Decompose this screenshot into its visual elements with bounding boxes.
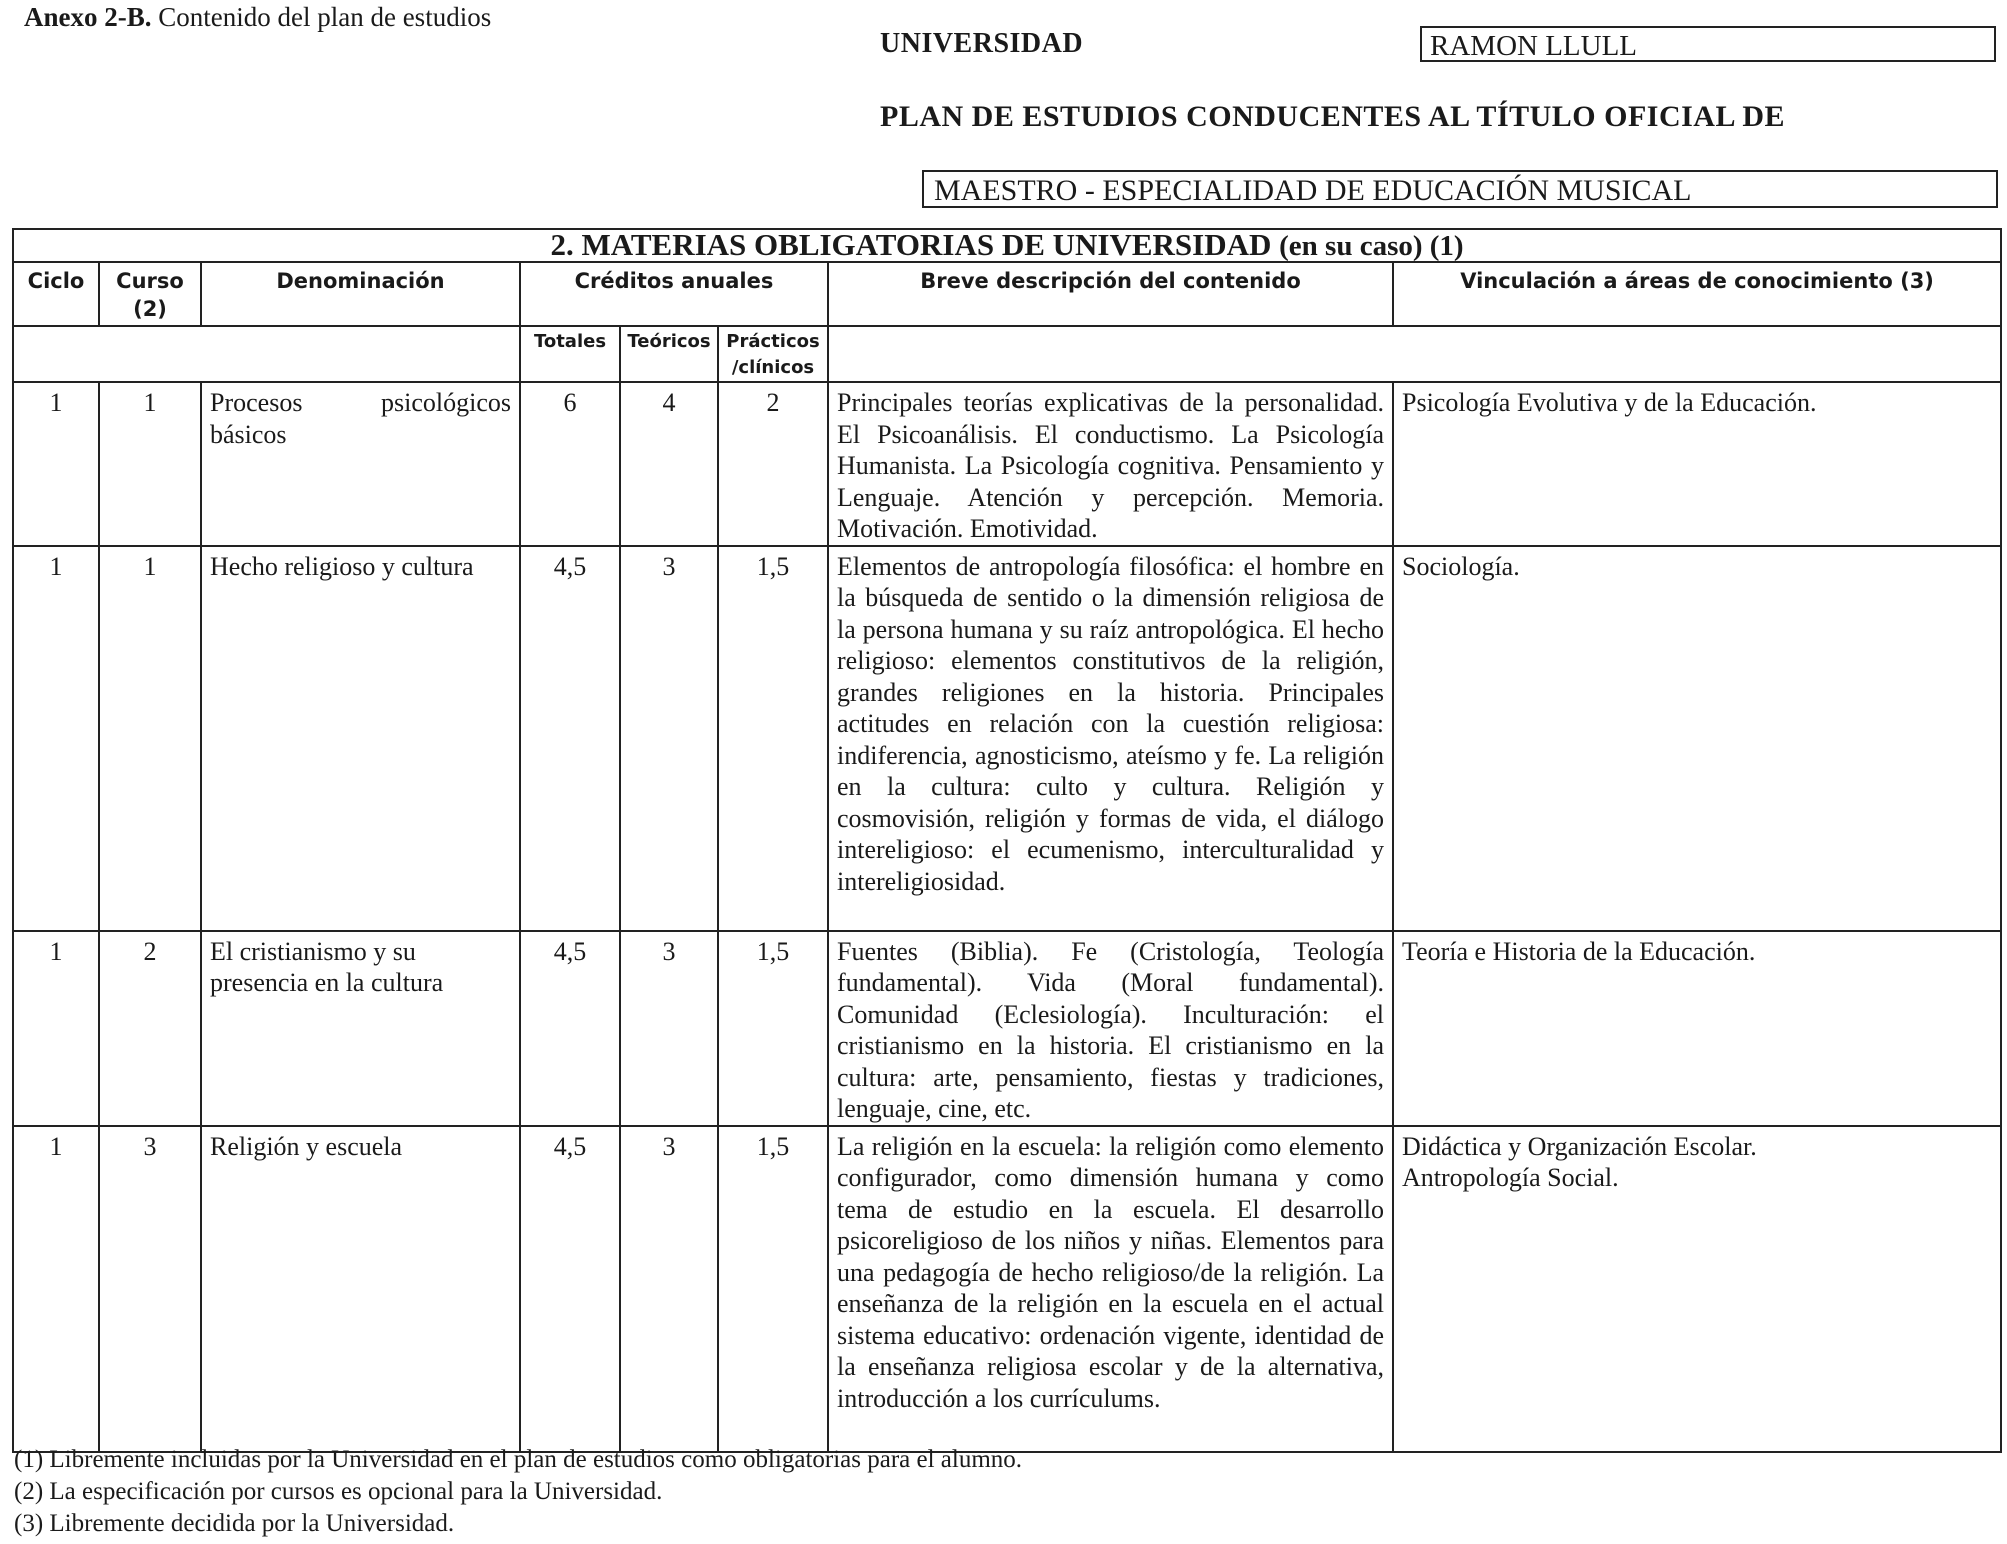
table-row — [13, 382, 2001, 546]
cell-curso: 1 — [99, 382, 201, 546]
cell-curso: 1 — [99, 546, 201, 931]
university-label: UNIVERSIDAD — [880, 28, 1084, 59]
footnote-3: (3) Libremente decidida por la Universidad. — [14, 1510, 455, 1537]
cell-teoricos: 3 — [620, 546, 718, 931]
subheader-blank-left — [13, 326, 520, 382]
cell-ciclo: 1 — [13, 1126, 99, 1452]
section-title-suffix: (en su caso) (1) — [1279, 230, 1464, 262]
table-row — [13, 931, 2001, 1126]
header-denominacion: Denominación — [201, 262, 520, 326]
cell-vinculacion-line-1: Didáctica y Organización Escolar. — [1402, 1131, 1757, 1161]
subjects-table — [12, 228, 2002, 1453]
section-title-row — [13, 229, 2001, 262]
header-row — [13, 262, 2001, 326]
cell-ciclo: 1 — [13, 931, 99, 1126]
cell-curso: 2 — [99, 931, 201, 1126]
cell-descripcion: Principales teorías explicativas de la personalidad. El Psicoanálisis. El conductismo. La Psicología Humanista. La Psicología cognitiva. Pensamiento y Lenguaje. Atención y percepción. Memoria. Motivación. Emotividad. — [828, 382, 1393, 546]
header-practicos — [718, 326, 828, 382]
cell-vinculacion: Sociología. — [1393, 546, 2001, 931]
cell-practicos: 1,5 — [718, 931, 828, 1126]
section-title — [13, 229, 2001, 262]
cell-teoricos: 3 — [620, 1126, 718, 1452]
cell-vinculacion — [1393, 1126, 2001, 1452]
cell-practicos: 2 — [718, 382, 828, 546]
table-row — [13, 546, 2001, 931]
cell-denominacion: Religión y escuela — [201, 1126, 520, 1452]
cell-practicos: 1,5 — [718, 546, 828, 931]
table-row — [13, 1126, 2001, 1452]
cell-curso: 3 — [99, 1126, 201, 1452]
annex-title: Contenido del plan de estudios — [158, 2, 492, 32]
header-vinculacion: Vinculación a áreas de conocimiento (3) — [1393, 262, 2001, 326]
university-name-box: RAMON LLULL — [1420, 26, 1996, 62]
cell-totales: 4,5 — [520, 931, 620, 1126]
header-practicos-label: Prácticos — [726, 331, 820, 352]
annex-label: Anexo 2-B. — [24, 2, 152, 32]
cell-teoricos: 4 — [620, 382, 718, 546]
cell-vinculacion: Teoría e Historia de la Educación. — [1393, 931, 2001, 1126]
footnote-1: (1) Libremente incluidas por la Universidad en el plan de estudios como obligatorias para el alumno. — [14, 1446, 1023, 1473]
cell-ciclo: 1 — [13, 546, 99, 931]
header-totales: Totales — [520, 326, 620, 382]
header-curso — [99, 262, 201, 326]
header-descripcion: Breve descripción del contenido — [828, 262, 1393, 326]
header-creditos: Créditos anuales — [520, 262, 828, 326]
cell-descripcion: Elementos de antropología filosófica: el hombre en la búsqueda de sentido o la dimensión religiosa de la persona humana y su raíz antropológica. El hecho religioso: elementos constitutivos de la religión, grandes religiones en la historia. Principales actitudes en relación con la cuestión religiosa: indiferencia, agnosticismo, ateísmo y fe. La religión en la cultura: culto y cultura. Religión y cosmovisión, religión y formas de vida, el diálogo intereligioso: el ecumenismo, interculturalidad y intereligiosidad. — [828, 546, 1393, 931]
cell-vinculacion: Psicología Evolutiva y de la Educación. — [1393, 382, 2001, 546]
cell-totales: 6 — [520, 382, 620, 546]
cell-denominacion: Hecho religioso y cultura — [201, 546, 520, 931]
header-curso-label: Curso — [116, 269, 184, 293]
plan-title: PLAN DE ESTUDIOS CONDUCENTES AL TÍTULO OFICIAL DE — [880, 100, 1786, 133]
header-practicos-label-2: /clínicos — [731, 357, 815, 378]
cell-vinculacion-line-2: Antropología Social. — [1402, 1163, 1619, 1192]
footnotes — [14, 1444, 1022, 1540]
header-teoricos: Teóricos — [620, 326, 718, 382]
cell-denominacion: Procesos psicológicos básicos — [201, 382, 520, 546]
degree-title-box: MAESTRO - ESPECIALIDAD DE EDUCACIÓN MUSICAL — [922, 170, 1998, 208]
section-title-text: 2. MATERIAS OBLIGATORIAS DE UNIVERSIDAD — [550, 227, 1272, 262]
cell-totales: 4,5 — [520, 546, 620, 931]
cell-descripcion: Fuentes (Biblia). Fe (Cristología, Teología fundamental). Vida (Moral fundamental). Comunidad (Eclesiología). Inculturación: el cristianismo en la historia. El cristianismo en la cultura: arte, pensamiento, fiestas y tradiciones, lenguaje, cine, etc. — [828, 931, 1393, 1126]
footnote-2: (2) La especificación por cursos es opcional para la Universidad. — [14, 1478, 663, 1505]
header-ciclo: Ciclo — [13, 262, 99, 326]
cell-totales: 4,5 — [520, 1126, 620, 1452]
annex-heading — [24, 2, 491, 33]
subheader-row — [13, 326, 2001, 382]
cell-ciclo: 1 — [13, 382, 99, 546]
cell-descripcion: La religión en la escuela: la religión como elemento configurador, como dimensión humana y como tema de estudio en la escuela. El desarrollo psicoreligioso de los niños y niñas. Elementos para una pedagogía de hecho religioso/de la religión. La enseñanza de la religión en la escuela en el actual sistema educativo: ordenación vigente, identidad de la enseñanza religiosa escolar y de la alternativa, introducción a los currículums. — [828, 1126, 1393, 1452]
cell-practicos: 1,5 — [718, 1126, 828, 1452]
cell-teoricos: 3 — [620, 931, 718, 1126]
header-curso-note: (2) — [133, 297, 167, 321]
subheader-blank-right — [828, 326, 2001, 382]
cell-denominacion: El cristianismo y su presencia en la cultura — [201, 931, 520, 1126]
